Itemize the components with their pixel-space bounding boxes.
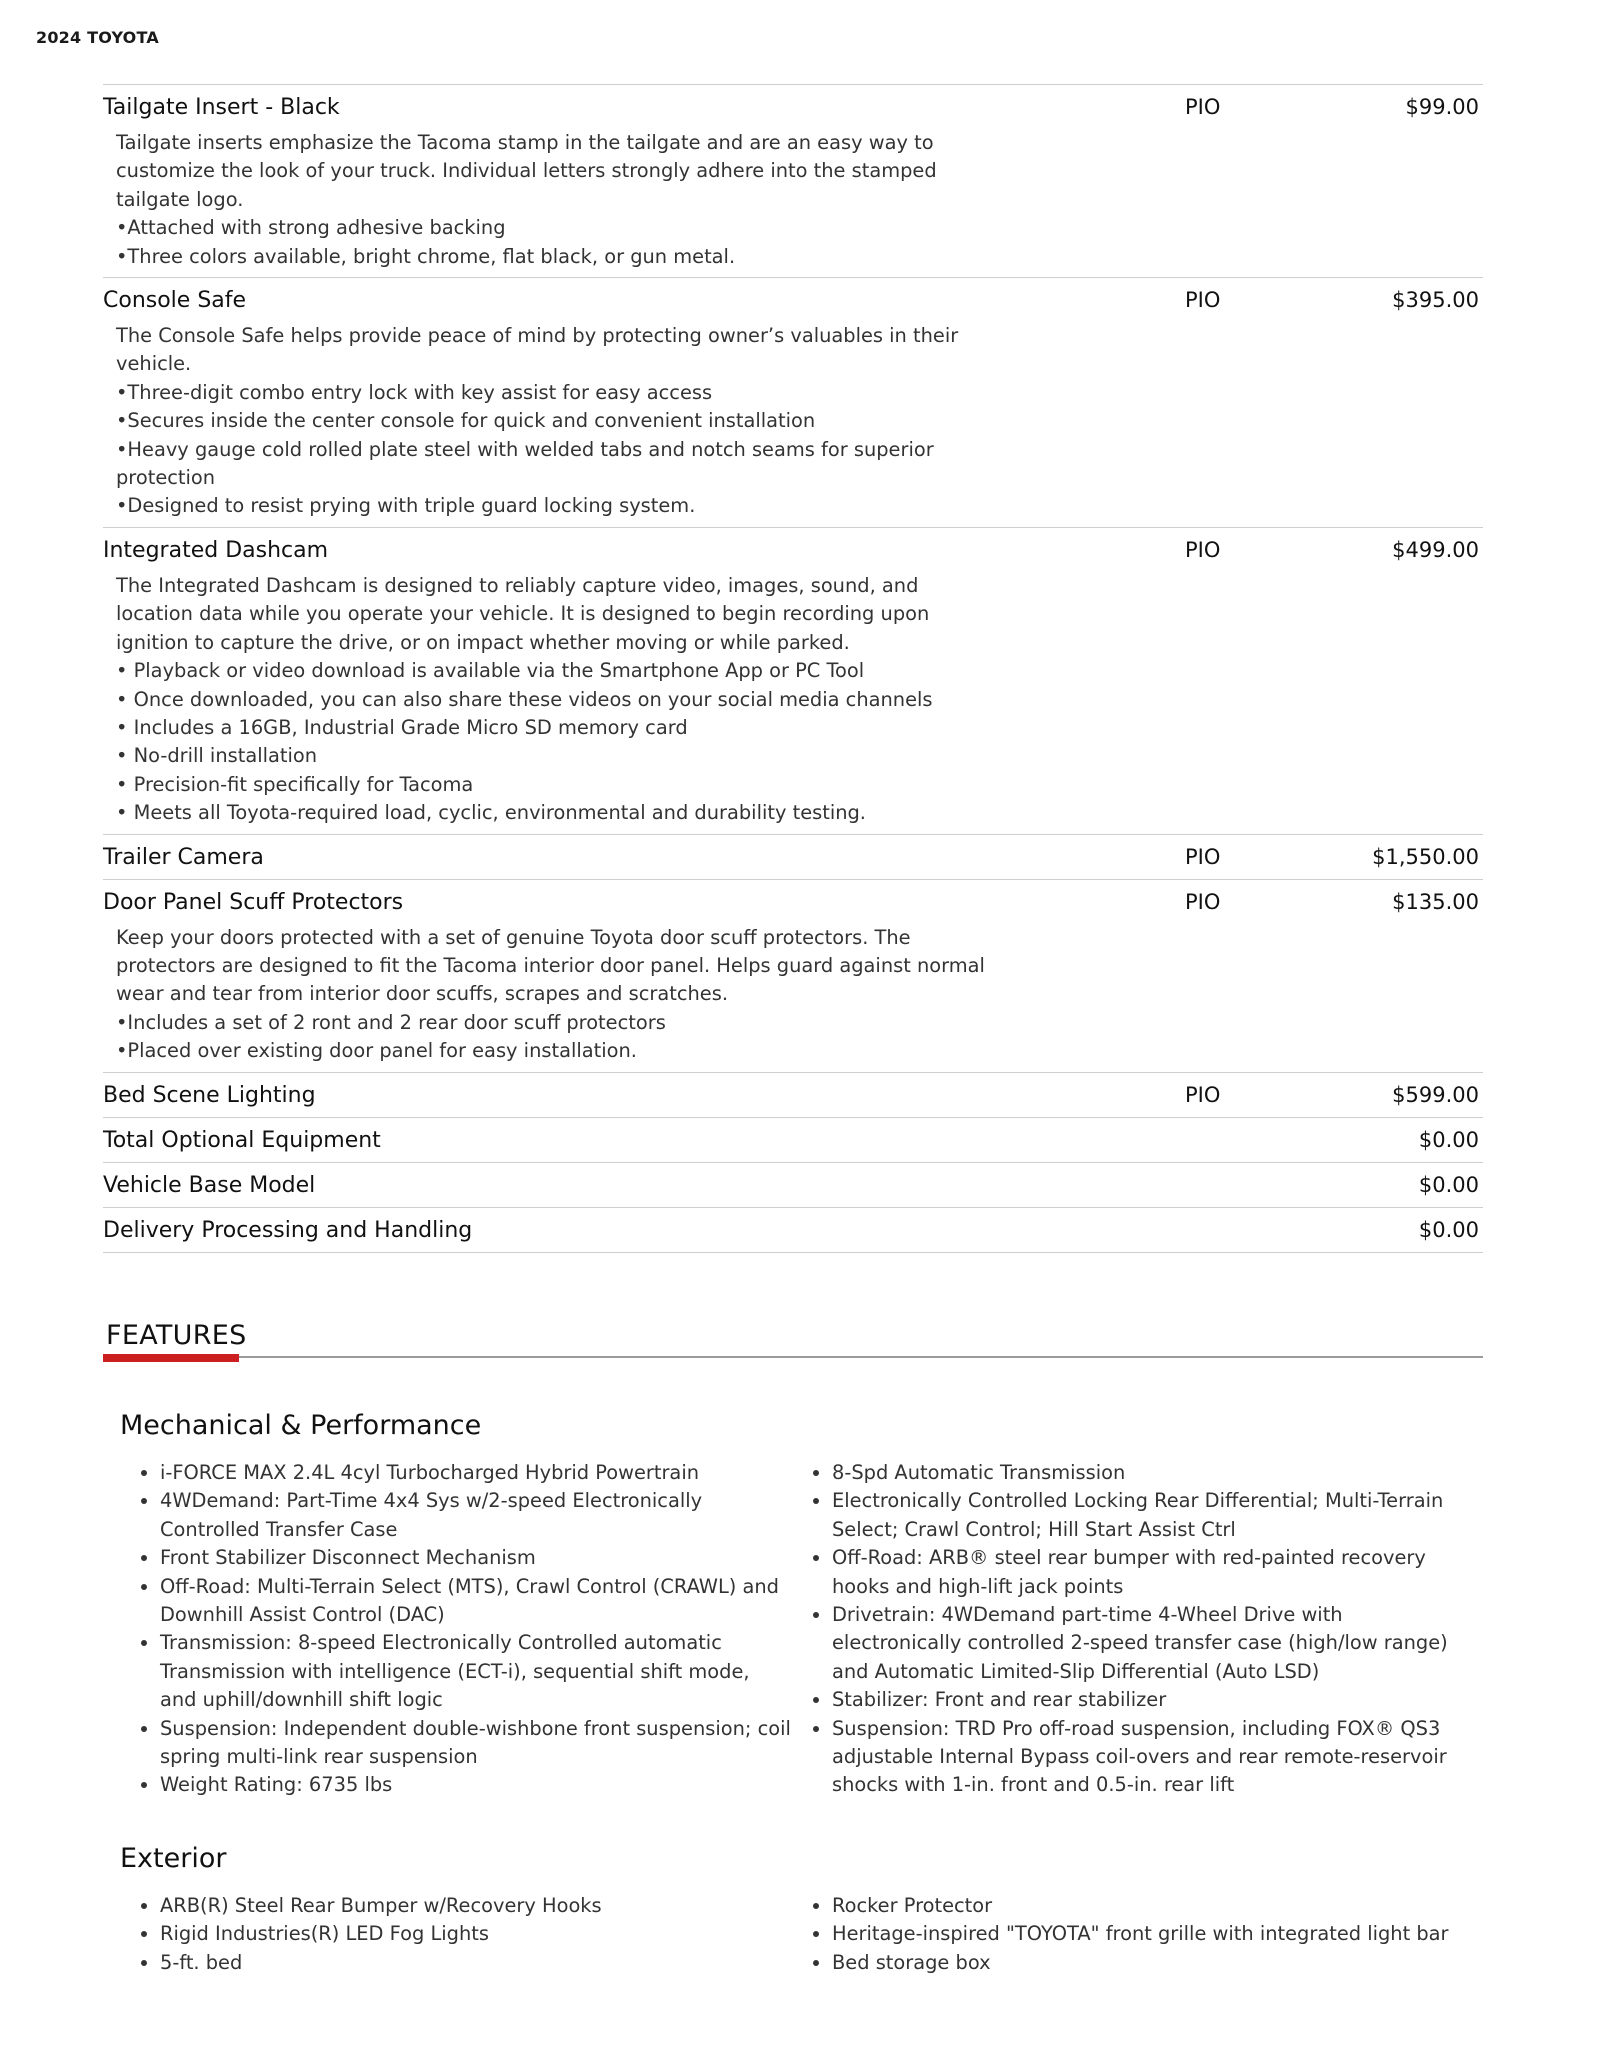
- option-name: Tailgate Insert - Black: [103, 95, 340, 120]
- feature-item: • Transmission: 8-speed Electronically Controlled automatic Transmission with intelligence (ECT-i), sequential shift mode, and uphill/downhill shift logic: [160, 1629, 792, 1714]
- feature-item: • Off-Road: Multi-Terrain Select (MTS), Crawl Control (CRAWL) and Downhill Assist Control (DAC): [160, 1573, 792, 1630]
- description-line: • No-drill installation: [116, 744, 317, 768]
- description-line: •Placed over existing door panel for easy installation.: [116, 1039, 637, 1063]
- option-code: PIO: [1185, 889, 1221, 914]
- option-price: $99.00: [1405, 95, 1479, 119]
- section-title: Mechanical & Performance: [120, 1410, 482, 1441]
- option-name: Door Panel Scuff Protectors: [103, 889, 404, 915]
- option-code: PIO: [1185, 844, 1221, 869]
- description-line: The Console Safe helps provide peace of mind by protecting owner’s valuables in their vehicle.: [116, 324, 959, 376]
- option-code: PIO: [1185, 288, 1221, 313]
- feature-item: • Rocker Protector: [832, 1892, 1464, 1920]
- option-row: [103, 278, 1483, 528]
- option-price: $1,550.00: [1372, 844, 1479, 869]
- features-title: FEATURES: [106, 1320, 247, 1351]
- option-name: Trailer Camera: [103, 844, 264, 870]
- feature-column-left: [120, 1892, 792, 1977]
- description-line: •Attached with strong adhesive backing: [116, 216, 506, 240]
- feature-item: • Suspension: TRD Pro off-road suspension, including FOX® QS3 adjustable Internal Bypass coil-overs and rear remote-reservoir shocks with 1-in. front and 0.5-in. rear lift: [832, 1715, 1464, 1800]
- option-row: [103, 1208, 1483, 1253]
- description-line: •Three-digit combo entry lock with key assist for easy access: [116, 380, 713, 404]
- feature-column-right: [792, 1459, 1464, 1800]
- description-line: Keep your doors protected with a set of genuine Toyota door scuff protectors. The protectors are designed to fit the Tacoma interior door panel. Helps guard against normal wear and tear from interior door scuffs, scrapes and scratches.: [116, 925, 985, 1006]
- description-line: The Integrated Dashcam is designed to reliably capture video, images, sound, and location data while you operate your vehicle. It is designed to begin recording upon ignition to capture the drive, or on impact whether moving or while parked.: [116, 573, 930, 654]
- option-row: [103, 835, 1483, 880]
- feature-item: • Stabilizer: Front and rear stabilizer: [832, 1686, 1464, 1714]
- description-line: • Once downloaded, you can also share these videos on your social media channels: [116, 687, 933, 711]
- feature-item: • Off-Road: ARB® steel rear bumper with red-painted recovery hooks and high-lift jack points: [832, 1544, 1464, 1601]
- feature-item: • ARB(R) Steel Rear Bumper w/Recovery Hooks: [160, 1892, 792, 1920]
- option-description: [116, 924, 996, 1066]
- option-price: $0.00: [1418, 1217, 1479, 1242]
- option-row: [103, 880, 1483, 1073]
- option-row: [103, 85, 1483, 278]
- feature-list: [120, 1892, 792, 1977]
- feature-column-left: [120, 1459, 792, 1800]
- option-description: [116, 572, 996, 828]
- description-line: • Meets all Toyota-required load, cyclic, environmental and durability testing.: [116, 801, 866, 825]
- description-line: •Three colors available, bright chrome, flat black, or gun metal.: [116, 244, 736, 268]
- option-price: $395.00: [1392, 288, 1479, 313]
- options-table: [103, 84, 1483, 1253]
- description-line: •Secures inside the center console for quick and convenient installation: [116, 409, 816, 433]
- feature-list: [792, 1459, 1464, 1800]
- option-code: PIO: [1185, 537, 1221, 562]
- feature-item: • Front Stabilizer Disconnect Mechanism: [160, 1544, 792, 1572]
- feature-item: • 5-ft. bed: [160, 1949, 792, 1977]
- option-row: [103, 1163, 1483, 1208]
- section-title: Exterior: [120, 1843, 227, 1874]
- option-name: Total Optional Equipment: [103, 1127, 381, 1153]
- option-price: $599.00: [1392, 1082, 1479, 1107]
- feature-item: • Heritage-inspired "TOYOTA" front grille with integrated light bar: [832, 1920, 1464, 1948]
- description-line: •Includes a set of 2 ront and 2 rear door scuff protectors: [116, 1010, 666, 1034]
- feature-item: • 4WDemand: Part-Time 4x4 Sys w/2-speed Electronically Controlled Transfer Case: [160, 1487, 792, 1544]
- feature-item: • i-FORCE MAX 2.4L 4cyl Turbocharged Hybrid Powertrain: [160, 1459, 792, 1487]
- description-line: • Playback or video download is available via the Smartphone App or PC Tool: [116, 659, 865, 683]
- option-description: [116, 322, 996, 521]
- feature-item: • Suspension: Independent double-wishbone front suspension; coil spring multi-link rear suspension: [160, 1715, 792, 1772]
- feature-item: • Electronically Controlled Locking Rear Differential; Multi-Terrain Select; Crawl Control; Hill Start Assist Ctrl: [832, 1487, 1464, 1544]
- option-name: Integrated Dashcam: [103, 537, 329, 563]
- option-price: $0.00: [1418, 1127, 1479, 1152]
- option-price: $499.00: [1392, 537, 1479, 562]
- option-description: [116, 129, 996, 271]
- feature-item: • Weight Rating: 6735 lbs: [160, 1771, 792, 1799]
- feature-column-right: [792, 1892, 1464, 1977]
- option-row: [103, 1118, 1483, 1163]
- document-header: 2024 TOYOTA: [36, 28, 159, 47]
- description-line: • Precision-fit specifically for Tacoma: [116, 772, 474, 796]
- feature-item: • Rigid Industries(R) LED Fog Lights: [160, 1920, 792, 1948]
- feature-list: [120, 1459, 792, 1800]
- option-price: $0.00: [1418, 1172, 1479, 1197]
- section-exterior: [120, 1843, 1480, 1977]
- features-accent-bar: [103, 1354, 239, 1362]
- option-code: PIO: [1185, 1082, 1221, 1107]
- feature-item: • Bed storage box: [832, 1949, 1464, 1977]
- description-line: Tailgate inserts emphasize the Tacoma stamp in the tailgate and are an easy way to customize the look of your truck. Individual letters strongly adhere into the stamped tailgate logo.: [116, 131, 937, 211]
- option-name: Vehicle Base Model: [103, 1172, 316, 1198]
- description-line: • Includes a 16GB, Industrial Grade Micro SD memory card: [116, 715, 688, 739]
- description-line: •Heavy gauge cold rolled plate steel with welded tabs and notch seams for superior protection: [116, 437, 934, 490]
- option-name: Delivery Processing and Handling: [103, 1217, 473, 1243]
- feature-item: • 8-Spd Automatic Transmission: [832, 1459, 1464, 1487]
- features-rule: [103, 1356, 1483, 1358]
- option-name: Bed Scene Lighting: [103, 1082, 316, 1108]
- feature-item: • Drivetrain: 4WDemand part-time 4-Wheel Drive with electronically controlled 2-speed transfer case (high/low range) and Automatic Limited-Slip Differential (Auto LSD): [832, 1601, 1464, 1686]
- description-line: •Designed to resist prying with triple guard locking system.: [116, 494, 696, 518]
- feature-list: [792, 1892, 1464, 1977]
- option-row: [103, 528, 1483, 835]
- option-row: [103, 1073, 1483, 1118]
- option-name: Console Safe: [103, 288, 247, 314]
- option-price: $135.00: [1392, 889, 1479, 914]
- section-mechanical-performance: [120, 1410, 1480, 1800]
- option-code: PIO: [1185, 95, 1221, 119]
